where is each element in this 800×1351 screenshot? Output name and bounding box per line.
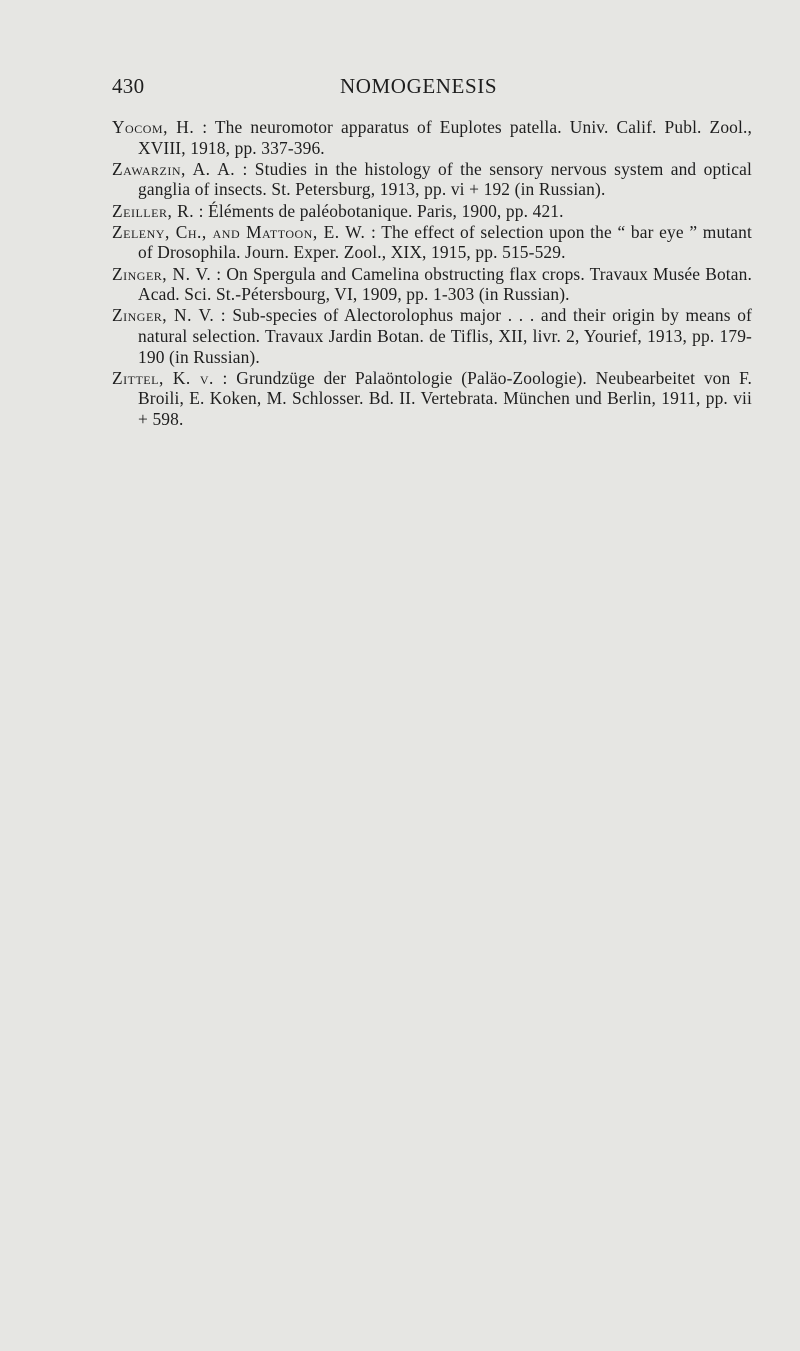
entry-text: : Studies in the histology of the sensory nervous system and optical ganglia of insects. St. Petersburg, 1913, pp. vi + 192 (in Russian). — [138, 158, 752, 200]
bibliography-entry — [112, 305, 752, 367]
entry-author: Zittel, K. v. — [112, 367, 214, 388]
entry-text: : On Spergula and Camelina obstructing flax crops. Travaux Musée Botan. Acad. Sci. St.-Pétersbourg, VI, 1909, pp. 1-303 (in Russian). — [138, 263, 752, 305]
bibliography-entry — [112, 222, 752, 263]
bibliography-entry — [112, 368, 752, 430]
bibliography-entry — [112, 264, 752, 305]
entry-author: Zinger, N. V. — [112, 263, 212, 284]
running-title: NOMOGENESIS — [340, 74, 498, 98]
bibliography-list — [112, 117, 752, 430]
entry-author: Zinger, N. V. — [112, 305, 215, 326]
entry-text: : The effect of selection upon the “ bar eye ” mutant of Drosophila. Journ. Exper. Zool., XIX, 1915, pp. 515-529. — [138, 221, 752, 263]
entry-text: : The neuromotor apparatus of Euplotes patella. Univ. Calif. Publ. Zool., XVIII, 1918, pp. 337-396. — [138, 117, 752, 158]
entry-author: Yocom, H. — [112, 117, 195, 137]
bibliography-entry — [112, 117, 752, 158]
entry-text: : Éléments de paléobotanique. Paris, 1900, pp. 421. — [194, 200, 564, 221]
page-header — [112, 74, 712, 104]
entry-author: Zeiller, R. — [112, 200, 195, 221]
entry-text: : Sub-species of Alectorolophus major . . . and their origin by means of natural selection. Travaux Jardin Botan. de Tiflis, XII, livr. 2, Yourief, 1913, pp. 179-190 (in Russian). — [138, 305, 752, 367]
entry-author: Zawarzin, A. A. — [112, 158, 236, 179]
entry-author: Zeleny, Ch., and Mattoon, E. W. — [112, 221, 366, 242]
entry-text: : Grundzüge der Palaöntologie (Paläo-Zoologie). Neubearbeitet von F. Broili, E. Koken, M. Schlosser. Bd. II. Vertebrata. München und Berlin, 1911, pp. vii + 598. — [138, 367, 753, 429]
bibliography-entry — [112, 159, 752, 200]
bibliography-entry — [112, 201, 752, 222]
page-number: 430 — [112, 74, 145, 98]
